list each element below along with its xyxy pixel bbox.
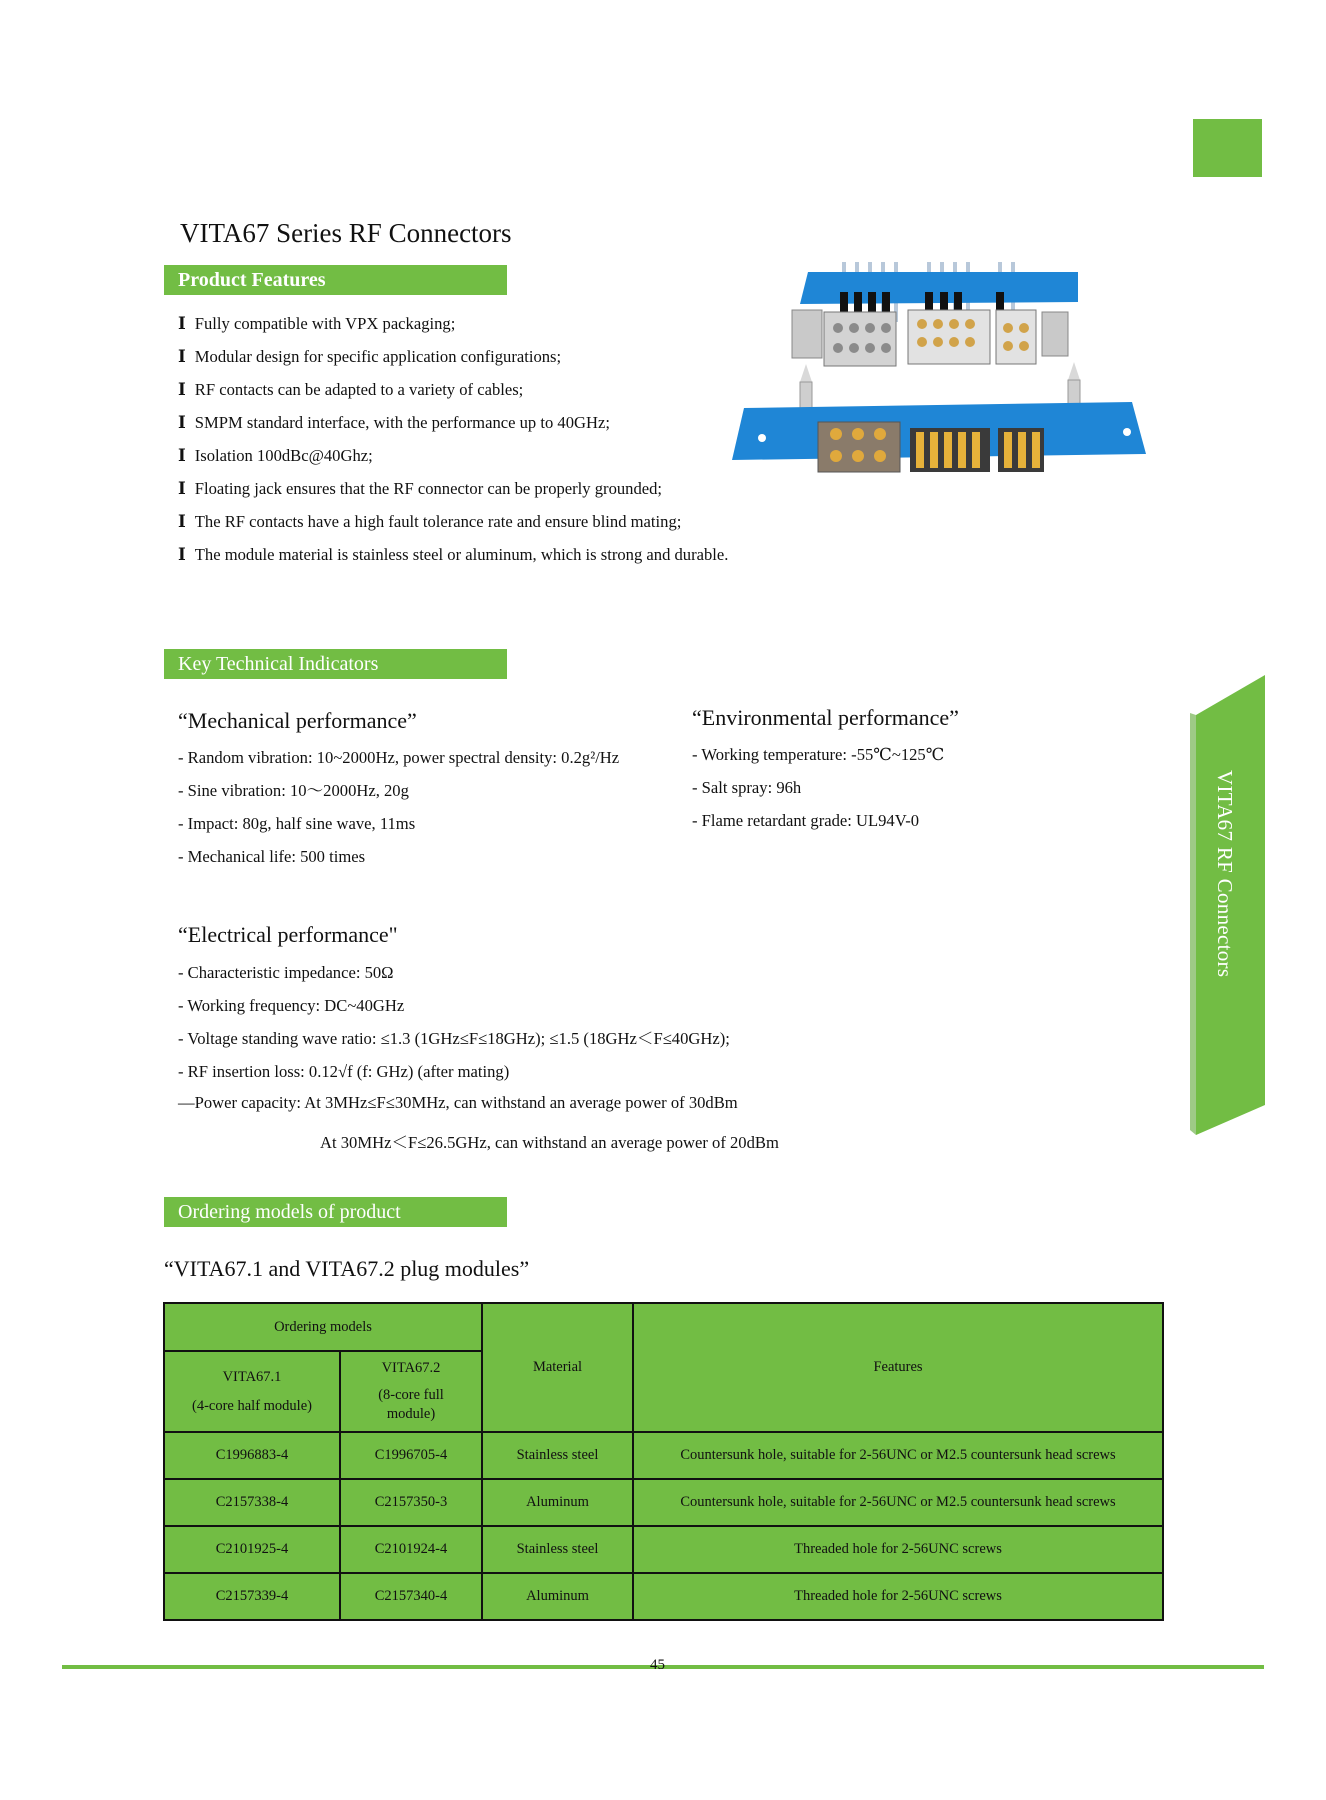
bullet-icon: Ⅰ	[178, 446, 186, 465]
feature-text: Isolation 100dBc@40Ghz;	[194, 446, 373, 465]
feature-text: Modular design for specific application configurations;	[194, 347, 562, 366]
feature-text: The RF contacts have a high fault tolerance rate and ensure blind mating;	[194, 512, 682, 531]
feature-item	[178, 346, 738, 368]
cell-features: Countersunk hole, suitable for 2-56UNC or M2.5 countersunk head screws	[633, 1432, 1163, 1479]
spec-item: - Characteristic impedance: 50Ω	[178, 963, 394, 982]
feature-item	[178, 379, 738, 401]
power-capacity-line-2: At 30MHz＜F≤26.5GHz, can withstand an average power of 20dBm	[320, 1133, 779, 1152]
ordering-models-table	[163, 1302, 1164, 1621]
spec-item: - Voltage standing wave ratio: ≤1.3 (1GHz≤F≤18GHz); ≤1.5 (18GHz＜F≤40GHz);	[178, 1029, 730, 1048]
spec-item: - Impact: 80g, half sine wave, 11ms	[178, 814, 416, 833]
spec-item: - Sine vibration: 10～2000Hz, 20g	[178, 781, 409, 800]
feature-text: The module material is stainless steel or aluminum, which is strong and durable.	[194, 545, 729, 564]
product-photo	[732, 262, 1146, 490]
cell-features: Threaded hole for 2-56UNC screws	[633, 1526, 1163, 1573]
cell-vita671: C2101925-4	[164, 1526, 340, 1573]
mechanical-list	[178, 747, 619, 879]
spec-item: - Flame retardant grade: UL94V-0	[692, 811, 920, 830]
side-tab-label: VITA67 RF Connectors	[1213, 770, 1237, 978]
electrical-heading: “Electrical performance"	[178, 922, 398, 947]
spec-item: - Working frequency: DC~40GHz	[178, 996, 405, 1015]
spec-item: - Working temperature: -55℃~125℃	[692, 745, 945, 764]
feature-item	[178, 445, 738, 467]
mechanical-heading: “Mechanical performance”	[178, 708, 417, 733]
spec-item: - Random vibration: 10~2000Hz, power spectral density: 0.2g²/Hz	[178, 748, 620, 767]
vita672-header: VITA67.2 (8-core full module)	[340, 1351, 482, 1432]
bullet-icon: Ⅰ	[178, 545, 186, 564]
bullet-icon: Ⅰ	[178, 380, 186, 399]
feature-list	[178, 313, 738, 577]
spec-item: - RF insertion loss: 0.12√f (f: GHz) (after mating)	[178, 1062, 510, 1081]
bullet-icon: Ⅰ	[178, 413, 186, 432]
spec-item: - Salt spray: 96h	[692, 778, 802, 797]
environmental-list	[692, 744, 944, 843]
bullet-icon: Ⅰ	[178, 479, 186, 498]
table-row	[164, 1573, 1163, 1620]
page-number: 45	[650, 1657, 665, 1673]
cell-vita672: C2157340-4	[340, 1573, 482, 1620]
spec-item: - Mechanical life: 500 times	[178, 847, 366, 866]
features-header: Features	[633, 1303, 1163, 1432]
cell-features: Countersunk hole, suitable for 2-56UNC or M2.5 countersunk head screws	[633, 1479, 1163, 1526]
section-ordering-models: Ordering models of product	[164, 1197, 507, 1227]
bullet-icon: Ⅰ	[178, 314, 186, 333]
table-row	[164, 1432, 1163, 1479]
ordering-models-header: Ordering models	[164, 1303, 482, 1351]
table-row	[164, 1479, 1163, 1526]
feature-item	[178, 511, 738, 533]
cell-vita671: C1996883-4	[164, 1432, 340, 1479]
cell-vita672: C2101924-4	[340, 1526, 482, 1573]
feature-text: RF contacts can be adapted to a variety of cables;	[194, 380, 524, 399]
cell-vita671: C2157339-4	[164, 1573, 340, 1620]
corner-tab	[1193, 119, 1262, 177]
feature-text: Floating jack ensures that the RF connector can be properly grounded;	[194, 479, 663, 498]
cell-vita672: C1996705-4	[340, 1432, 482, 1479]
page-title: VITA67 Series RF Connectors	[180, 218, 512, 248]
cell-material: Stainless steel	[482, 1526, 633, 1573]
section-key-technical-indicators: Key Technical Indicators	[164, 649, 507, 679]
table-row	[164, 1526, 1163, 1573]
feature-item	[178, 313, 738, 335]
cell-features: Threaded hole for 2-56UNC screws	[633, 1573, 1163, 1620]
bullet-icon: Ⅰ	[178, 512, 186, 531]
bullet-icon: Ⅰ	[178, 347, 186, 366]
cell-material: Aluminum	[482, 1573, 633, 1620]
feature-item	[178, 412, 738, 434]
cell-vita672: C2157350-3	[340, 1479, 482, 1526]
material-header: Material	[482, 1303, 633, 1432]
cell-material: Aluminum	[482, 1479, 633, 1526]
vita671-header: VITA67.1 (4-core half module)	[164, 1351, 340, 1432]
feature-text: Fully compatible with VPX packaging;	[194, 314, 456, 333]
feature-item	[178, 544, 738, 566]
electrical-list	[178, 962, 730, 1094]
plug-modules-heading: “VITA67.1 and VITA67.2 plug modules”	[164, 1256, 530, 1281]
power-capacity-line-1: —Power capacity: At 3MHz≤F≤30MHz, can withstand an average power of 30dBm	[178, 1093, 738, 1112]
feature-item	[178, 478, 738, 500]
feature-text: SMPM standard interface, with the performance up to 40GHz;	[194, 413, 610, 432]
cell-material: Stainless steel	[482, 1432, 633, 1479]
section-product-features: Product Features	[164, 265, 507, 295]
cell-vita671: C2157338-4	[164, 1479, 340, 1526]
environmental-heading: “Environmental performance”	[692, 705, 959, 730]
